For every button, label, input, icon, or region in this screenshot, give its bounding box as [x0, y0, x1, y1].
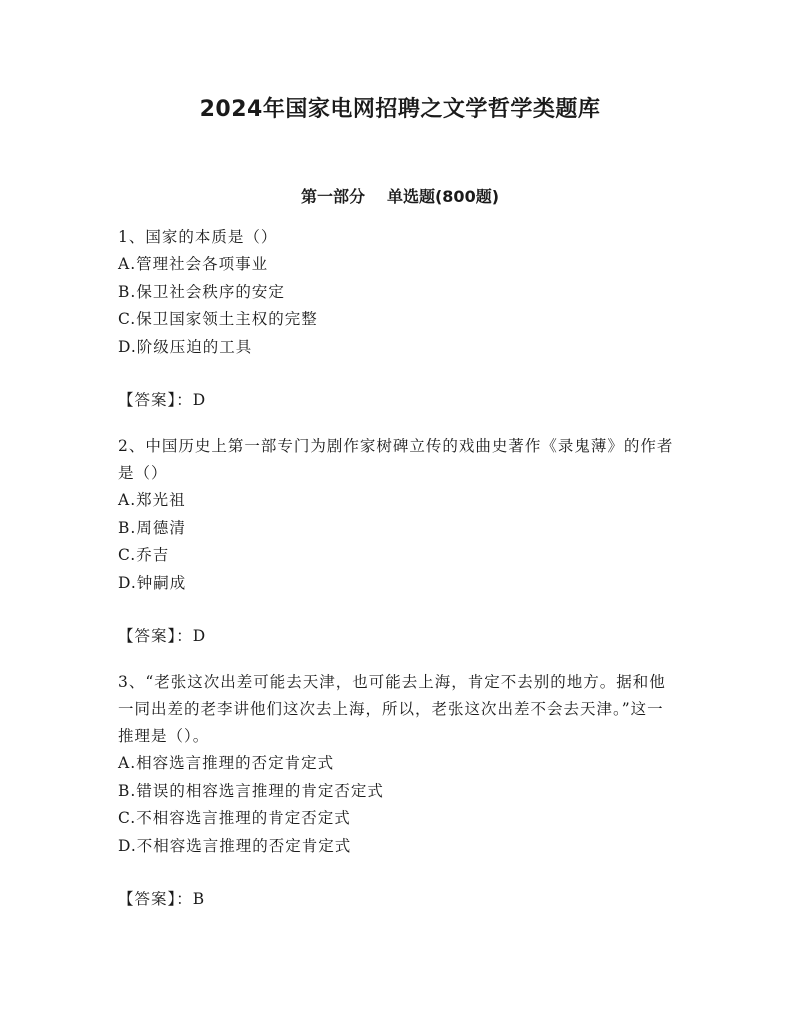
option-d: D.不相容选言推理的否定肯定式: [118, 836, 352, 855]
answer-label: 【答案】: [118, 391, 177, 409]
option-b: B.错误的相容选言推理的肯定否定式: [118, 781, 384, 800]
option-a: A.郑光祖: [118, 491, 186, 509]
answer-separator: ：: [176, 627, 193, 645]
question-2: [118, 433, 678, 650]
answer-line: [118, 387, 678, 414]
option-b: B.周德清: [118, 518, 186, 537]
answer-line: [118, 886, 678, 913]
option-b: B.保卫社会秩序的安定: [118, 282, 285, 301]
option-c: C.不相容选言推理的肯定否定式: [118, 809, 351, 827]
option-c: C.乔吉: [118, 546, 170, 564]
answer-line: [118, 623, 678, 650]
answer-separator: ：: [176, 391, 193, 409]
option-c: C.保卫国家领土主权的完整: [118, 310, 318, 328]
answer-label: 【答案】: [118, 890, 177, 908]
option-d: D.阶级压迫的工具: [118, 337, 253, 356]
option-a: A.管理社会各项事业: [118, 255, 269, 273]
option-d: D.钟嗣成: [118, 573, 187, 592]
question-stem: 2、中国历史上第一部专门为剧作家树碑立传的戏曲史著作《录鬼薄》的作者是（）: [118, 437, 674, 482]
question-stem: 3、“老张这次出差可能去天津，也可能去上海，肯定不去别的地方。据和他一同出差的老李讲他们这次去上海，所以，老张这次出差不会去天津。”这一推理是（）。: [118, 673, 666, 745]
section-heading: 单选题(800题): [386, 187, 500, 206]
option-a: A.相容选言推理的否定肯定式: [118, 754, 335, 772]
section-title: [0, 184, 800, 207]
question-1: [118, 224, 678, 414]
question-list: [118, 224, 678, 913]
question-stem: 1、国家的本质是（）: [118, 228, 278, 246]
answer-label: 【答案】: [118, 627, 177, 645]
answer-separator: ：: [176, 890, 193, 908]
question-3: [118, 669, 678, 913]
document-title: 2024年国家电网招聘之文学哲学类题库: [199, 97, 601, 122]
section-part: 第一部分: [300, 187, 365, 206]
answer-value: D: [192, 391, 207, 409]
answer-value: D: [192, 627, 207, 645]
answer-value: B: [192, 890, 206, 908]
